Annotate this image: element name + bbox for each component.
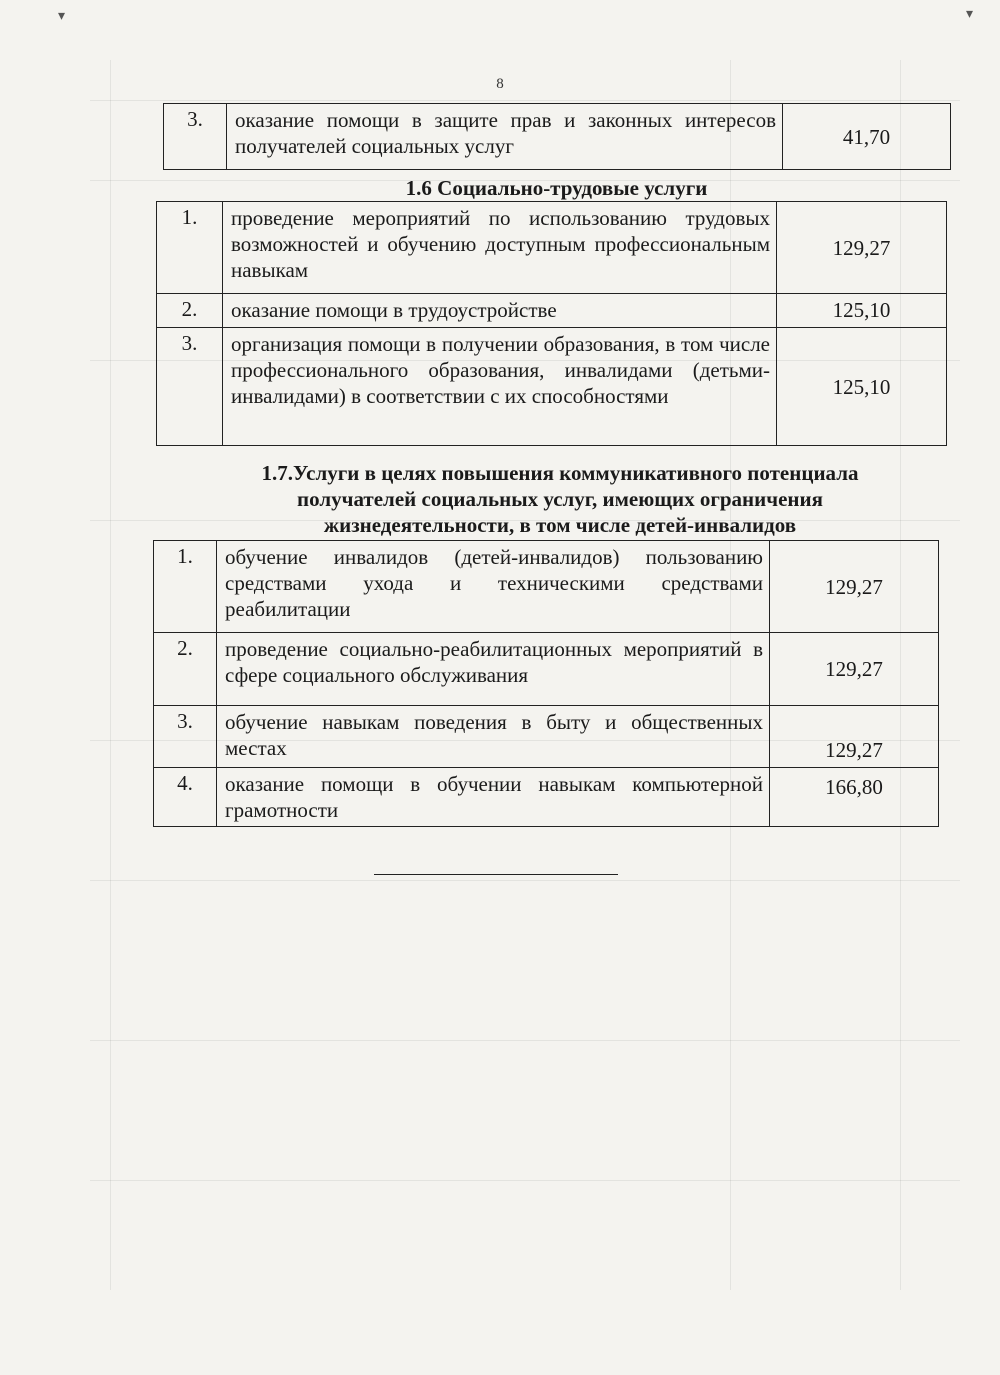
service-price: 129,27 <box>777 202 947 294</box>
table-row <box>157 294 947 328</box>
row-number: 1. <box>154 541 217 633</box>
section-heading-1-7: 1.7.Услуги в целях повышения коммуникативного потенциала получателей социальных услуг, имеющих ограничения жизнедеятельности, в том числе детей-инвалидов <box>261 461 859 537</box>
communication-services-table <box>153 540 939 827</box>
service-description: проведение социально-реабилитационных мероприятий в сфере социального обслуживания <box>217 633 770 706</box>
service-price: 125,10 <box>777 328 947 446</box>
table-row <box>154 706 939 768</box>
row-number: 2. <box>157 294 223 328</box>
service-price: 129,27 <box>770 706 939 768</box>
service-description: проведение мероприятий по использованию трудовых возможностей и обучению доступным профессиональным навыкам <box>223 202 777 294</box>
service-price: 125,10 <box>777 294 947 328</box>
service-description: обучение навыкам поведения в быту и общественных местах <box>217 706 770 768</box>
social-labor-services-table <box>156 201 947 446</box>
service-description: организация помощи в получении образования, в том числе профессионального образования, инвалидами (детьми-инвалидами) в соответствии с их способностями <box>223 328 777 446</box>
end-of-table-rule <box>374 874 618 875</box>
table-row <box>154 541 939 633</box>
row-number: 3. <box>154 706 217 768</box>
service-description: оказание помощи в обучении навыкам компьютерной грамотности <box>217 768 770 827</box>
scan-mark: ▾ <box>966 7 974 22</box>
service-price: 129,27 <box>770 633 939 706</box>
table-row <box>157 328 947 446</box>
row-number: 3. <box>164 104 227 170</box>
row-number: 3. <box>157 328 223 446</box>
row-number: 1. <box>157 202 223 294</box>
row-number: 4. <box>154 768 217 827</box>
table-row <box>154 633 939 706</box>
service-description: оказание помощи в защите прав и законных интересов получателей социальных услуг <box>227 104 783 170</box>
service-description: оказание помощи в трудоустройстве <box>223 294 777 328</box>
service-price: 166,80 <box>770 768 939 827</box>
section-heading-1-6: 1.6 Социально-трудовые услуги <box>405 176 708 200</box>
service-price: 41,70 <box>783 104 951 170</box>
services-table-top <box>163 103 951 170</box>
table-row <box>157 202 947 294</box>
service-description: обучение инвалидов (детей-инвалидов) пользованию средствами ухода и техническими средствами реабилитации <box>217 541 770 633</box>
row-number: 2. <box>154 633 217 706</box>
table-row <box>164 104 951 170</box>
service-price: 129,27 <box>770 541 939 633</box>
table-row <box>154 768 939 827</box>
page-number: 8 <box>496 76 504 92</box>
scan-mark: ▾ <box>58 9 66 24</box>
